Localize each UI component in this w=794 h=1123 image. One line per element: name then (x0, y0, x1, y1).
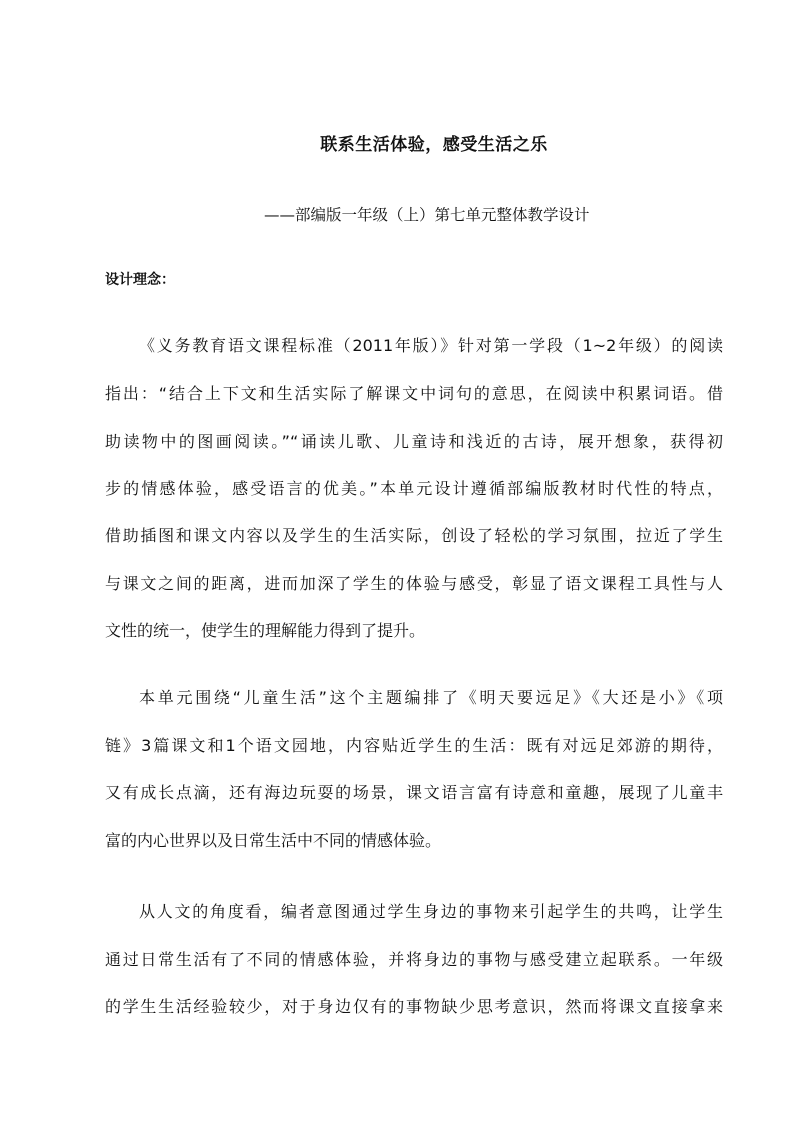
section-heading: 设计理念： (105, 272, 175, 288)
paragraph-1-line-7: 文性的统一，使学生的理解能力得到了提升。 (105, 621, 426, 640)
document-subtitle: ——部编版一年级（上）第七单元整体教学设计 (264, 206, 590, 224)
paragraph-1-line-1: 《义务教育语文课程标准（2011年版）》针对第一学段（1~2年级）的阅读 (139, 336, 723, 355)
paragraph-2-line-3: 又有成长点滴，还有海边玩耍的场景，课文语言富有诗意和童趣，展现了儿童丰 (105, 783, 723, 802)
document-title (0, 133, 794, 157)
paragraph-3-line-2: 通过日常生活有了不同的情感体验，并将身边的事物与感受建立起联系。一年级 (105, 950, 723, 969)
paragraph-1-line-4: 步的情感体验，感受语言的优美。”本单元设计遵循部编版教材时代性的特点， (105, 479, 723, 498)
paragraph-1-line-3: 助读物中的图画阅读。”“诵读儿歌、儿童诗和浅近的古诗，展开想象，获得初 (105, 432, 723, 451)
paragraph-3-line-3: 的学生生活经验较少，对于身边仅有的事物缺少思考意识，然而将课文直接拿来 (105, 997, 723, 1016)
paragraph-2-line-2: 链》3篇课文和1个语文园地，内容贴近学生的生活：既有对远足郊游的期待， (105, 736, 723, 755)
document-title-text: 联系生活体验，感受生活之乐 (320, 135, 548, 155)
paragraph-1-line-5: 借助插图和课文内容以及学生的生活实际，创设了轻松的学习氛围，拉近了学生 (105, 526, 723, 545)
paragraph-3-line-1: 从人文的角度看，编者意图通过学生身边的事物来引起学生的共鸣，让学生 (139, 902, 723, 921)
paragraph-2-line-1: 本单元围绕“儿童生活”这个主题编排了《明天要远足》《大还是小》《项 (139, 688, 723, 707)
paragraph-2-line-4: 富的内心世界以及日常生活中不同的情感体验。 (105, 831, 442, 850)
paragraph-1-line-6: 与课文之间的距离，进而加深了学生的体验与感受，彰显了语文课程工具性与人 (105, 574, 723, 593)
paragraph-1-line-2: 指出：“结合上下文和生活实际了解课文中词句的意思，在阅读中积累词语。借 (105, 384, 723, 403)
